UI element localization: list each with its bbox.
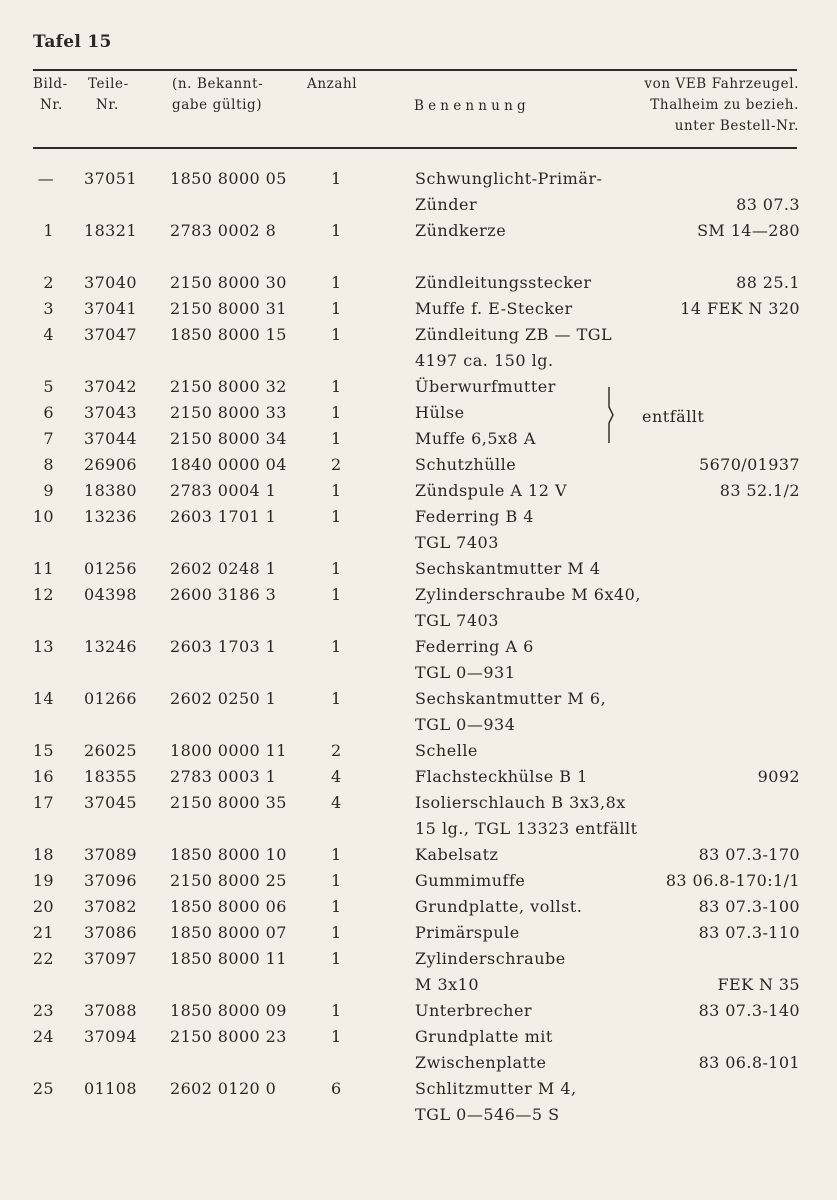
bild-nr-cell: 6 xyxy=(43,403,54,422)
bestell-nr-cell: 83 07.3-140 xyxy=(698,1001,800,1020)
anzahl-cell: 1 xyxy=(331,377,342,396)
bild-nr-cell: 20 xyxy=(32,897,54,916)
anzahl-cell: 2 xyxy=(331,741,342,760)
teile-nr-cell: 37041 xyxy=(84,299,137,318)
benennung-cell: Flachsteckhülse B 1 xyxy=(415,767,588,786)
anzahl-cell: 1 xyxy=(331,325,342,344)
bild-nr-cell: 8 xyxy=(43,455,54,474)
bestell-nr-cell: 14 FEK N 320 xyxy=(680,299,800,318)
header-anzahl: Anzahl xyxy=(307,76,358,92)
benennung-cell: TGL 0—546—5 S xyxy=(415,1105,560,1124)
bild-nr-cell: 14 xyxy=(32,689,54,708)
bekannt-nr-cell: 2602 0248 1 xyxy=(170,559,277,578)
bild-nr-cell: 13 xyxy=(32,637,54,656)
benennung-cell: Schutzhülle xyxy=(415,455,517,474)
header-bild-line1: Bild- xyxy=(33,76,68,92)
benennung-cell: TGL 0—934 xyxy=(415,715,516,734)
bild-nr-cell: 15 xyxy=(32,741,54,760)
header-bild-line2: Nr. xyxy=(40,97,63,113)
bekannt-nr-cell: 2150 8000 31 xyxy=(170,299,287,318)
benennung-cell: Überwurfmutter xyxy=(415,377,556,396)
benennung-cell: Gummimuffe xyxy=(415,871,526,890)
header-bekannt-line1: (n. Bekannt- xyxy=(172,76,264,92)
bestell-nr-cell: 83 07.3-100 xyxy=(698,897,800,916)
teile-nr-cell: 18355 xyxy=(84,767,137,786)
anzahl-cell: 1 xyxy=(331,637,342,656)
bekannt-nr-cell: 1850 8000 09 xyxy=(170,1001,287,1020)
anzahl-cell: 1 xyxy=(331,403,342,422)
teile-nr-cell: 01256 xyxy=(84,559,137,578)
bekannt-nr-cell: 1840 0000 04 xyxy=(170,455,287,474)
bekannt-nr-cell: 2150 8000 34 xyxy=(170,429,287,448)
benennung-cell: Federring B 4 xyxy=(415,507,534,526)
benennung-cell: Zündkerze xyxy=(415,221,507,240)
benennung-cell: Zündspule A 12 V xyxy=(415,481,568,500)
bestell-nr-cell: 83 07.3 xyxy=(736,195,800,214)
bild-nr-cell: 22 xyxy=(32,949,54,968)
anzahl-cell: 1 xyxy=(331,299,342,318)
group-note-entfaellt: entfällt xyxy=(642,407,705,426)
benennung-cell: Unterbrecher xyxy=(415,1001,533,1020)
benennung-cell: Hülse xyxy=(415,403,465,422)
benennung-cell: Grundplatte mit xyxy=(415,1027,553,1046)
bild-nr-cell: 16 xyxy=(32,767,54,786)
bekannt-nr-cell: 2150 8000 35 xyxy=(170,793,287,812)
bekannt-nr-cell: 1850 8000 15 xyxy=(170,325,287,344)
anzahl-cell: 1 xyxy=(331,585,342,604)
benennung-cell: Muffe f. E-Stecker xyxy=(415,299,573,318)
anzahl-cell: 1 xyxy=(331,845,342,864)
header-top-rule xyxy=(33,69,797,71)
header-benennung: Benennung xyxy=(414,98,530,114)
bild-nr-cell: 5 xyxy=(43,377,54,396)
bild-nr-cell: 25 xyxy=(32,1079,54,1098)
bild-nr-cell: 2 xyxy=(43,273,54,292)
anzahl-cell: 1 xyxy=(331,689,342,708)
teile-nr-cell: 26906 xyxy=(84,455,137,474)
benennung-cell: TGL 0—931 xyxy=(415,663,516,682)
header-bekannt-line2: gabe gültig) xyxy=(172,97,263,113)
teile-nr-cell: 13236 xyxy=(84,507,137,526)
bild-nr-cell: 4 xyxy=(43,325,54,344)
teile-nr-cell: 37044 xyxy=(84,429,137,448)
benennung-cell: 15 lg., TGL 13323 entfällt xyxy=(415,819,638,838)
bild-nr-cell: 12 xyxy=(32,585,54,604)
bild-nr-cell: 18 xyxy=(32,845,54,864)
teile-nr-cell: 01266 xyxy=(84,689,137,708)
bekannt-nr-cell: 1850 8000 06 xyxy=(170,897,287,916)
bestell-nr-cell: 88 25.1 xyxy=(736,273,800,292)
benennung-cell: TGL 7403 xyxy=(415,611,499,630)
header-bestell-line1: von VEB Fahrzeugel. xyxy=(644,76,799,92)
benennung-cell: Schelle xyxy=(415,741,478,760)
teile-nr-cell: 37096 xyxy=(84,871,137,890)
bild-nr-cell: 9 xyxy=(43,481,54,500)
bestell-nr-cell: SM 14—280 xyxy=(697,221,800,240)
teile-nr-cell: 13246 xyxy=(84,637,137,656)
benennung-cell: Primärspule xyxy=(415,923,520,942)
group-bracket xyxy=(608,387,614,443)
anzahl-cell: 1 xyxy=(331,897,342,916)
benennung-cell: TGL 7403 xyxy=(415,533,499,552)
bekannt-nr-cell: 2603 1703 1 xyxy=(170,637,277,656)
anzahl-cell: 6 xyxy=(331,1079,342,1098)
benennung-cell: Zündleitungsstecker xyxy=(415,273,592,292)
bild-nr-cell: 24 xyxy=(32,1027,54,1046)
benennung-cell: Zylinderschraube xyxy=(415,949,566,968)
teile-nr-cell: 01108 xyxy=(84,1079,137,1098)
benennung-cell: Federring A 6 xyxy=(415,637,534,656)
teile-nr-cell: 04398 xyxy=(84,585,137,604)
benennung-cell: 4197 ca. 150 lg. xyxy=(415,351,554,370)
benennung-cell: Zylinderschraube M 6x40, xyxy=(415,585,641,604)
benennung-cell: Zünder xyxy=(415,195,478,214)
anzahl-cell: 1 xyxy=(331,949,342,968)
teile-nr-cell: 26025 xyxy=(84,741,137,760)
bild-nr-cell: 10 xyxy=(32,507,54,526)
bestell-nr-cell: 83 06.8-170:1/1 xyxy=(665,871,800,890)
anzahl-cell: 4 xyxy=(331,767,342,786)
bekannt-nr-cell: 2602 0250 1 xyxy=(170,689,277,708)
bekannt-nr-cell: 1850 8000 11 xyxy=(170,949,287,968)
bestell-nr-cell: 83 52.1/2 xyxy=(719,481,800,500)
bekannt-nr-cell: 2783 0003 1 xyxy=(170,767,277,786)
teile-nr-cell: 37097 xyxy=(84,949,137,968)
bestell-nr-cell: 9092 xyxy=(757,767,800,786)
benennung-cell: Zündleitung ZB — TGL xyxy=(415,325,613,344)
teile-nr-cell: 37088 xyxy=(84,1001,137,1020)
bild-nr-cell: 7 xyxy=(43,429,54,448)
bekannt-nr-cell: 1850 8000 10 xyxy=(170,845,287,864)
teile-nr-cell: 37051 xyxy=(84,169,137,188)
bild-nr-cell: 21 xyxy=(32,923,54,942)
header-bestell-line2: Thalheim zu bezieh. xyxy=(650,97,799,113)
teile-nr-cell: 37089 xyxy=(84,845,137,864)
bestell-nr-cell: 83 06.8-101 xyxy=(698,1053,800,1072)
anzahl-cell: 1 xyxy=(331,507,342,526)
benennung-cell: Grundplatte, vollst. xyxy=(415,897,583,916)
teile-nr-cell: 37047 xyxy=(84,325,137,344)
bestell-nr-cell: FEK N 35 xyxy=(717,975,800,994)
anzahl-cell: 1 xyxy=(331,871,342,890)
header-bestell-line3: unter Bestell-Nr. xyxy=(674,118,799,134)
teile-nr-cell: 18321 xyxy=(84,221,137,240)
bild-nr-cell: 1 xyxy=(43,221,54,240)
bestell-nr-cell: 83 07.3-110 xyxy=(698,923,800,942)
bild-nr-cell: 23 xyxy=(32,1001,54,1020)
bild-nr-cell: 17 xyxy=(32,793,54,812)
anzahl-cell: 4 xyxy=(331,793,342,812)
bild-nr-cell: 3 xyxy=(43,299,54,318)
benennung-cell: Kabelsatz xyxy=(415,845,499,864)
bekannt-nr-cell: 1800 0000 11 xyxy=(170,741,287,760)
header-teile-line1: Teile- xyxy=(88,76,129,92)
teile-nr-cell: 37082 xyxy=(84,897,137,916)
teile-nr-cell: 18380 xyxy=(84,481,137,500)
anzahl-cell: 1 xyxy=(331,1027,342,1046)
bekannt-nr-cell: 2150 8000 25 xyxy=(170,871,287,890)
anzahl-cell: 1 xyxy=(331,481,342,500)
benennung-cell: Schlitzmutter M 4, xyxy=(415,1079,577,1098)
bekannt-nr-cell: 2150 8000 33 xyxy=(170,403,287,422)
bekannt-nr-cell: 2150 8000 32 xyxy=(170,377,287,396)
benennung-cell: Sechskantmutter M 4 xyxy=(415,559,601,578)
anzahl-cell: 1 xyxy=(331,221,342,240)
bekannt-nr-cell: 2783 0004 1 xyxy=(170,481,277,500)
anzahl-cell: 1 xyxy=(331,1001,342,1020)
teile-nr-cell: 37086 xyxy=(84,923,137,942)
bekannt-nr-cell: 2783 0002 8 xyxy=(170,221,277,240)
bekannt-nr-cell: 2150 8000 23 xyxy=(170,1027,287,1046)
benennung-cell: Isolierschlauch B 3x3,8x xyxy=(415,793,626,812)
benennung-cell: M 3x10 xyxy=(415,975,480,994)
bekannt-nr-cell: 1850 8000 05 xyxy=(170,169,287,188)
anzahl-cell: 1 xyxy=(331,429,342,448)
teile-nr-cell: 37043 xyxy=(84,403,137,422)
bekannt-nr-cell: 1850 8000 07 xyxy=(170,923,287,942)
header-teile-line2: Nr. xyxy=(96,97,119,113)
benennung-cell: Zwischenplatte xyxy=(415,1053,547,1072)
teile-nr-cell: 37042 xyxy=(84,377,137,396)
anzahl-cell: 1 xyxy=(331,273,342,292)
page-title: Tafel 15 xyxy=(33,32,112,52)
teile-nr-cell: 37045 xyxy=(84,793,137,812)
bild-nr-cell: — xyxy=(37,169,54,188)
bekannt-nr-cell: 2603 1701 1 xyxy=(170,507,277,526)
bild-nr-cell: 19 xyxy=(32,871,54,890)
benennung-cell: Sechskantmutter M 6, xyxy=(415,689,607,708)
bestell-nr-cell: 83 07.3-170 xyxy=(698,845,800,864)
bestell-nr-cell: 5670/01937 xyxy=(698,455,800,474)
bekannt-nr-cell: 2600 3186 3 xyxy=(170,585,277,604)
teile-nr-cell: 37094 xyxy=(84,1027,137,1046)
bild-nr-cell: 11 xyxy=(32,559,54,578)
anzahl-cell: 2 xyxy=(331,455,342,474)
anzahl-cell: 1 xyxy=(331,923,342,942)
bekannt-nr-cell: 2150 8000 30 xyxy=(170,273,287,292)
bekannt-nr-cell: 2602 0120 0 xyxy=(170,1079,277,1098)
anzahl-cell: 1 xyxy=(331,169,342,188)
teile-nr-cell: 37040 xyxy=(84,273,137,292)
benennung-cell: Muffe 6,5x8 A xyxy=(415,429,536,448)
anzahl-cell: 1 xyxy=(331,559,342,578)
benennung-cell: Schwunglicht-Primär- xyxy=(415,169,603,188)
header-bottom-rule xyxy=(33,147,797,149)
